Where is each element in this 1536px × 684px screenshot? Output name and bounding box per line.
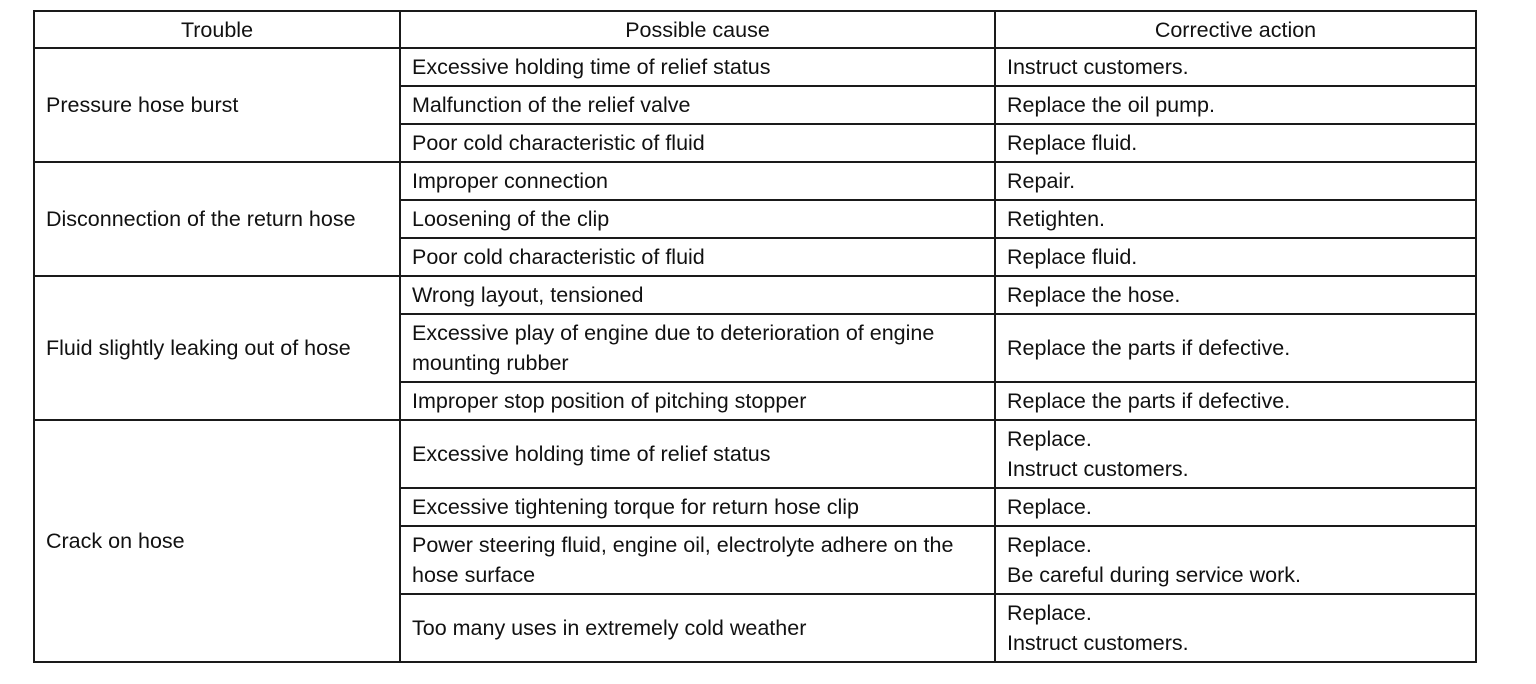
- cause-cell: Excessive holding time of relief status: [400, 48, 995, 86]
- header-corrective-action: Corrective action: [995, 11, 1476, 48]
- table-row: [34, 420, 1476, 488]
- cause-cell: Wrong layout, tensioned: [400, 276, 995, 314]
- cause-cell: Poor cold characteristic of fluid: [400, 124, 995, 162]
- trouble-cell: Pressure hose burst: [34, 48, 400, 162]
- header-row: [34, 11, 1476, 48]
- cause-cell: Too many uses in extremely cold weather: [400, 594, 995, 662]
- action-cell: Replace. Be careful during service work.: [995, 526, 1476, 594]
- cause-cell: Excessive play of engine due to deterioration of engine mounting rubber: [400, 314, 995, 382]
- cause-cell: Improper connection: [400, 162, 995, 200]
- action-cell: Replace the parts if defective.: [995, 314, 1476, 382]
- action-cell: Replace. Instruct customers.: [995, 594, 1476, 662]
- header-trouble: Trouble: [34, 11, 400, 48]
- troubleshooting-table: [33, 10, 1477, 663]
- action-cell: Replace.: [995, 488, 1476, 526]
- cause-cell: Excessive holding time of relief status: [400, 420, 995, 488]
- cause-cell: Power steering fluid, engine oil, electrolyte adhere on the hose surface: [400, 526, 995, 594]
- trouble-cell: Disconnection of the return hose: [34, 162, 400, 276]
- cause-cell: Excessive tightening torque for return hose clip: [400, 488, 995, 526]
- action-cell: Replace. Instruct customers.: [995, 420, 1476, 488]
- action-cell: Replace the oil pump.: [995, 86, 1476, 124]
- action-cell: Instruct customers.: [995, 48, 1476, 86]
- cause-cell: Poor cold characteristic of fluid: [400, 238, 995, 276]
- trouble-cell: Crack on hose: [34, 420, 400, 662]
- table-row: [34, 162, 1476, 200]
- trouble-cell: Fluid slightly leaking out of hose: [34, 276, 400, 420]
- header-possible-cause: Possible cause: [400, 11, 995, 48]
- cause-cell: Loosening of the clip: [400, 200, 995, 238]
- table-row: [34, 276, 1476, 314]
- table-header: [34, 11, 1476, 48]
- action-cell: Replace the parts if defective.: [995, 382, 1476, 420]
- action-cell: Retighten.: [995, 200, 1476, 238]
- table-body: [34, 48, 1476, 662]
- action-cell: Replace fluid.: [995, 124, 1476, 162]
- action-cell: Replace fluid.: [995, 238, 1476, 276]
- cause-cell: Improper stop position of pitching stopper: [400, 382, 995, 420]
- action-cell: Replace the hose.: [995, 276, 1476, 314]
- action-cell: Repair.: [995, 162, 1476, 200]
- table-row: [34, 48, 1476, 86]
- cause-cell: Malfunction of the relief valve: [400, 86, 995, 124]
